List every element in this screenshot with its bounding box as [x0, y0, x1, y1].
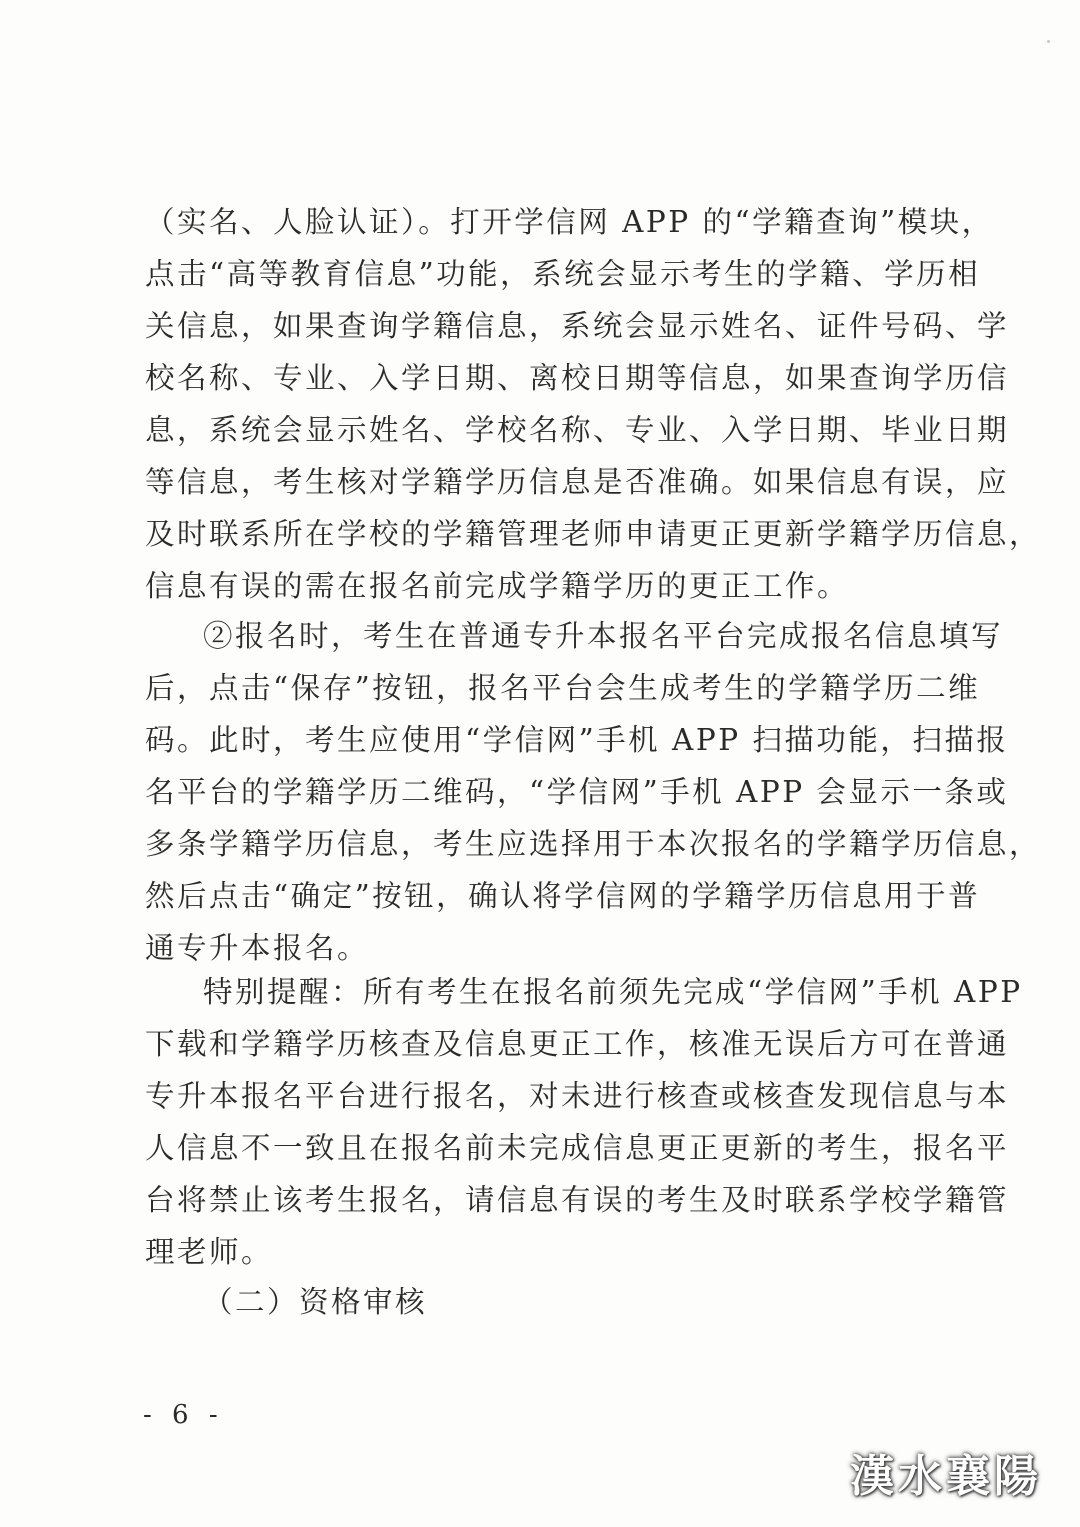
- text-line: 台将禁止该考生报名，请信息有误的考生及时联系学校学籍管: [145, 1183, 1010, 1217]
- text-line: 关信息，如果查询学籍信息，系统会显示姓名、证件号码、学: [145, 309, 1010, 343]
- text-line: 下载和学籍学历核查及信息更正工作，核准无误后方可在普通: [145, 1027, 1010, 1061]
- page-number: - 6 -: [143, 1400, 224, 1430]
- text-line: 等信息，考生核对学籍学历信息是否准确。如果信息有误，应: [145, 465, 1010, 499]
- text-line: 特别提醒：所有考生在报名前须先完成“学信网”手机 APP: [203, 975, 1023, 1009]
- text-line: 专升本报名平台进行报名，对未进行核查或核查发现信息与本: [145, 1079, 1010, 1113]
- paragraph-1: [145, 196, 1042, 612]
- text-line: 息，系统会显示姓名、学校名称、专业、入学日期、毕业日期: [145, 413, 1010, 447]
- text-line: 然后点击“确定”按钮，确认将学信网的学籍学历信息用于普: [145, 879, 981, 913]
- text-line: ②报名时，考生在普通专升本报名平台完成报名信息填写: [203, 619, 1004, 653]
- text-line: 码。此时，考生应使用“学信网”手机 APP 扫描功能，扫描报: [145, 723, 1009, 757]
- text-line: 人信息不一致且在报名前未完成信息更正更新的考生，报名平: [145, 1131, 1010, 1165]
- text-line: 后，点击“保存”按钮，报名平台会生成考生的学籍学历二维: [145, 671, 981, 705]
- text-line: 理老师。: [145, 1235, 274, 1269]
- text-line: 通专升本报名。: [145, 931, 370, 965]
- scan-speck: [1047, 40, 1050, 43]
- text-line: 信息有误的需在报名前完成学籍学历的更正工作。: [145, 569, 850, 603]
- section-heading: （二）资格审核: [203, 1285, 428, 1319]
- text-line: 校名称、专业、入学日期、离校日期等信息，如果查询学历信: [145, 361, 1010, 395]
- text-line: 及时联系所在学校的学籍管理老师申请更正更新学籍学历信息，: [145, 517, 1042, 551]
- text-line: 名平台的学籍学历二维码，“学信网”手机 APP 会显示一条或: [145, 775, 1009, 809]
- text-line: 多条学籍学历信息，考生应选择用于本次报名的学籍学历信息，: [145, 827, 1042, 861]
- paragraph-3: [145, 966, 1023, 1278]
- paragraph-2: [145, 610, 1042, 974]
- watermark-logo: 漢水襄陽: [850, 1451, 1042, 1502]
- text-line: （实名、人脸认证）。打开学信网 APP 的“学籍查询”模块，: [145, 205, 994, 239]
- text-line: 点击“高等教育信息”功能，系统会显示考生的学籍、学历相: [145, 257, 981, 291]
